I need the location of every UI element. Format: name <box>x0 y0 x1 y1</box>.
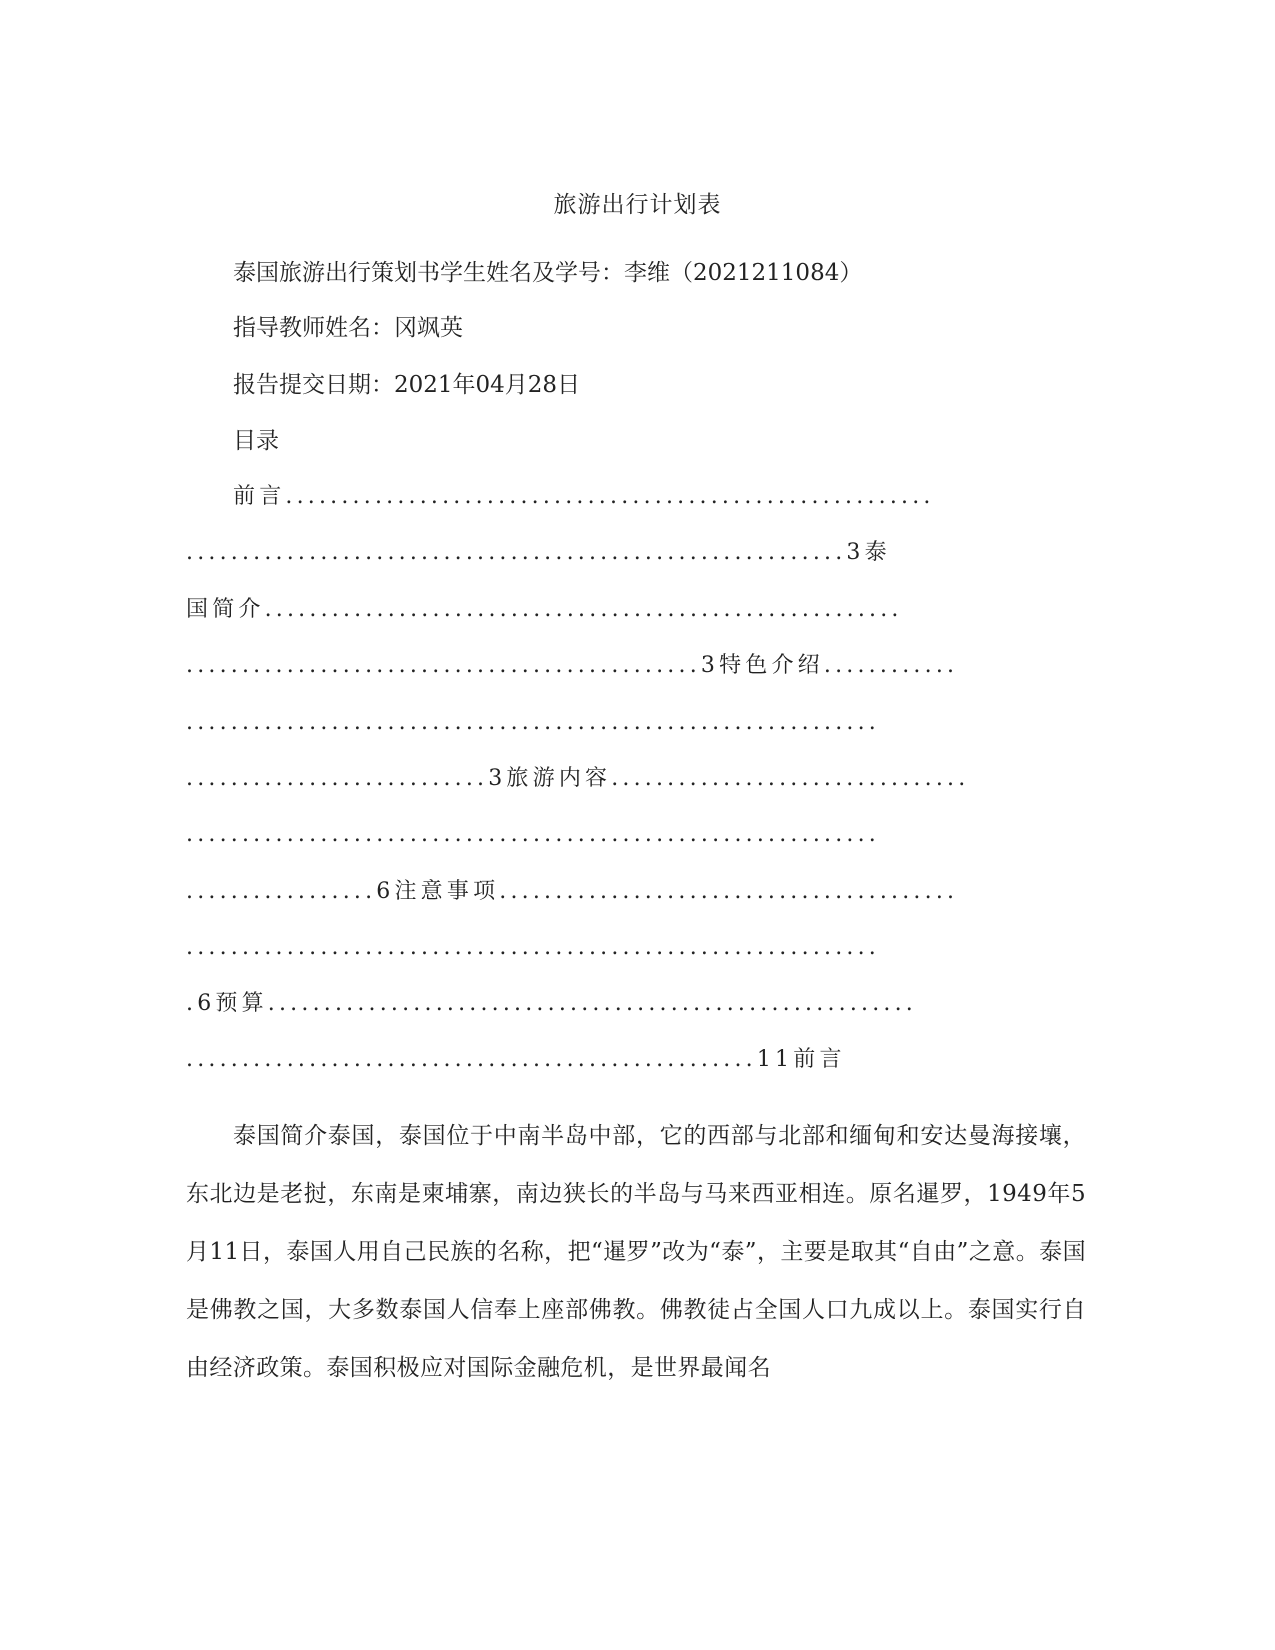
advisor-line: 指导教师姓名：冈飒英 <box>233 315 463 341</box>
body-paragraph: 泰国简介泰国，泰国位于中南半岛中部，它的西部与北部和缅甸和安达曼海接壤，东北边是老挝，东南是柬埔寨，南边狭长的半岛与马来西亚相连。原名暹罗，1949年5月11日，泰国人用自己民族的名称，把“暹罗”改为“泰”，主要是取其“自由”之意。泰国是佛教之国，大多数泰国人信奉上座部佛教。佛教徒占全国人口九成以上。泰国实行自由经济政策。泰国积极应对国际金融危机，是世界最闻名 <box>186 1123 1086 1381</box>
toc-line: ..............................................3特色介绍............ <box>186 653 959 678</box>
document-title: 旅游出行计划表 <box>553 192 722 218</box>
toc-line: 前言.......................................................... <box>233 484 935 509</box>
toc-heading: 目录 <box>233 428 279 454</box>
toc-line: .............................................................. <box>186 710 880 735</box>
student-info-line: 泰国旅游出行策划书学生姓名及学号：李维（2021211084） <box>233 260 863 286</box>
toc-line: .............................................................. <box>186 822 880 847</box>
toc-line: ...........................................................3泰 <box>186 540 891 565</box>
toc-line: .................6注意事项......................................... <box>186 879 959 904</box>
toc-line: ...........................3旅游内容................................ <box>186 766 970 791</box>
toc-line: .............................................................. <box>186 935 880 960</box>
toc-line: 国简介......................................................... <box>186 597 903 622</box>
submission-date-line: 报告提交日期：2021年04月28日 <box>233 372 581 398</box>
toc-line: ...................................................11前言 <box>186 1047 846 1072</box>
toc-line: .6预算.......................................................... <box>186 991 917 1016</box>
